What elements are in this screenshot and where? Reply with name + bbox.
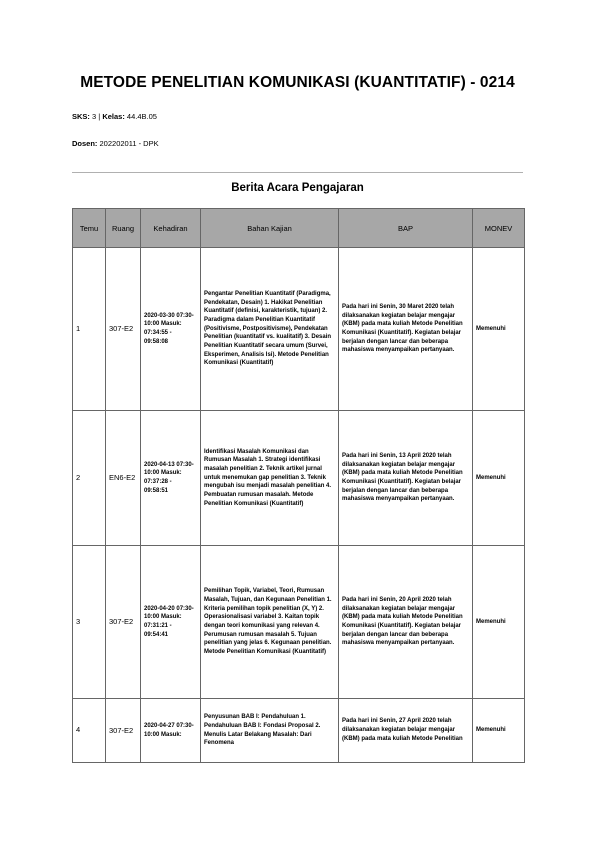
document-title: METODE PENELITIAN KOMUNIKASI (KUANTITATIF) - 0214 xyxy=(80,74,515,91)
kelas-label: Kelas: xyxy=(102,112,125,121)
cell-bap: Pada hari ini Senin, 30 Maret 2020 telah dilaksanakan kegiatan belajar mengajar (KBM) pada mata kuliah Metode Penelitian Komunikasi (Kuantitatif). Kegiatan belajar berjalan dengan lancar dan beberapa mahasiswa menyampaikan pertanyaan. xyxy=(339,248,473,411)
dosen-value: 202202011 - DPK xyxy=(99,139,159,148)
cell-ruang: EN6-E2 xyxy=(106,411,141,546)
header-bap: BAP xyxy=(339,209,473,248)
section-title: Berita Acara Pengajaran xyxy=(231,182,364,194)
cell-temu: 2 xyxy=(73,411,106,546)
cell-kehadiran: 2020-04-20 07:30-10:00 Masuk: 07:31:21 - 09:54:41 xyxy=(141,546,201,699)
cell-bap: Pada hari ini Senin, 27 April 2020 telah dilaksanakan kegiatan belajar mengajar (KBM) pada mata kuliah Metode Penelitian xyxy=(339,699,473,763)
dosen-label: Dosen: xyxy=(72,139,98,148)
cell-temu: 3 xyxy=(73,546,106,699)
header-temu: Temu xyxy=(73,209,106,248)
table-row xyxy=(73,699,525,763)
course-info: SKS: 3 | Kelas: 44.4B.05 xyxy=(72,112,157,121)
table-row xyxy=(73,248,525,411)
cell-bahan-kajian: Penyusunan BAB I: Pendahuluan 1. Pendahuluan BAB I: Fondasi Proposal 2. Menulis Latar Belakang Masalah: Dari Fenomena xyxy=(201,699,339,763)
teaching-record-table xyxy=(72,208,525,763)
cell-kehadiran: 2020-04-27 07:30-10:00 Masuk: xyxy=(141,699,201,763)
cell-bap: Pada hari ini Senin, 20 April 2020 telah dilaksanakan kegiatan belajar mengajar (KBM) pada mata kuliah Metode Penelitian Komunikasi (Kuantitatif). Kegiatan belajar berjalan dengan lancar dan beberapa mahasiswa menyampaikan pertanyaan. xyxy=(339,546,473,699)
cell-monev: Memenuhi xyxy=(473,411,525,546)
header-monev: MONEV xyxy=(473,209,525,248)
kelas-value: 44.4B.05 xyxy=(126,112,157,121)
cell-bahan-kajian: Pemilihan Topik, Variabel, Teori, Rumusan Masalah, Tujuan, dan Kegunaan Penelitian 1. Kriteria pemilihan topik penelitian (X, Y) 2. Operasionalisasi variabel 3. Kaitan topik dengan teori komunikasi yang relevan 4. Perumusan rumusan masalah 5. Tujuan penelitian yang jelas 6. Kegunaan penelitian. Metode Penelitian Komunikasi (Kuantitatif) xyxy=(201,546,339,699)
header-bahan-kajian: Bahan Kajian xyxy=(201,209,339,248)
cell-ruang: 307-E2 xyxy=(106,546,141,699)
cell-monev: Memenuhi xyxy=(473,248,525,411)
sks-value: 3 xyxy=(92,112,97,121)
cell-kehadiran: 2020-04-13 07:30-10:00 Masuk: 07:37:28 - 09:58:51 xyxy=(141,411,201,546)
cell-bap: Pada hari ini Senin, 13 April 2020 telah dilaksanakan kegiatan belajar mengajar (KBM) pada mata kuliah Metode Penelitian Komunikasi (Kuantitatif). Kegiatan belajar berjalan dengan lancar dan beberapa mahasiswa menyampaikan pertanyaan. xyxy=(339,411,473,546)
lecturer-info xyxy=(72,139,159,148)
cell-ruang: 307-E2 xyxy=(106,248,141,411)
cell-temu: 4 xyxy=(73,699,106,763)
sks-label: SKS: xyxy=(72,112,90,121)
divider xyxy=(72,172,523,173)
cell-temu: 1 xyxy=(73,248,106,411)
cell-bahan-kajian: Identifikasi Masalah Komunikasi dan Rumusan Masalah 1. Strategi identifikasi masalah penelitian 2. Teknik artikel jurnal untuk menemukan gap penelitian 3. Teknik mengubah isu menjadi masalah penelitian 4. Pembuatan rumusan masalah. Metode Penelitian Komunikasi (Kuantitatif) xyxy=(201,411,339,546)
cell-ruang: 307-E2 xyxy=(106,699,141,763)
table-header-row xyxy=(73,209,525,248)
cell-bahan-kajian: Pengantar Penelitian Kuantitatif (Paradigma, Pendekatan, Desain) 1. Hakikat Penelitian Kuantitatif (definisi, karakteristik, tujuan) 2. Paradigma dalam Penelitian Kuantitatif (Positivisme, Postpositivisme), Pendekatan Penelitian (kuantitatif vs. kualitatif) 3. Desain Penelitian Kuantitatif secara umum (Survei, Eksperimen, Analisis Isi). Metode Penelitian Komunikasi (Kuantitatif) xyxy=(201,248,339,411)
table-row xyxy=(73,411,525,546)
header-ruang: Ruang xyxy=(106,209,141,248)
header-kehadiran: Kehadiran xyxy=(141,209,201,248)
cell-monev: Memenuhi xyxy=(473,699,525,763)
cell-kehadiran: 2020-03-30 07:30-10:00 Masuk: 07:34:55 - 09:58:08 xyxy=(141,248,201,411)
table-row xyxy=(73,546,525,699)
cell-monev: Memenuhi xyxy=(473,546,525,699)
